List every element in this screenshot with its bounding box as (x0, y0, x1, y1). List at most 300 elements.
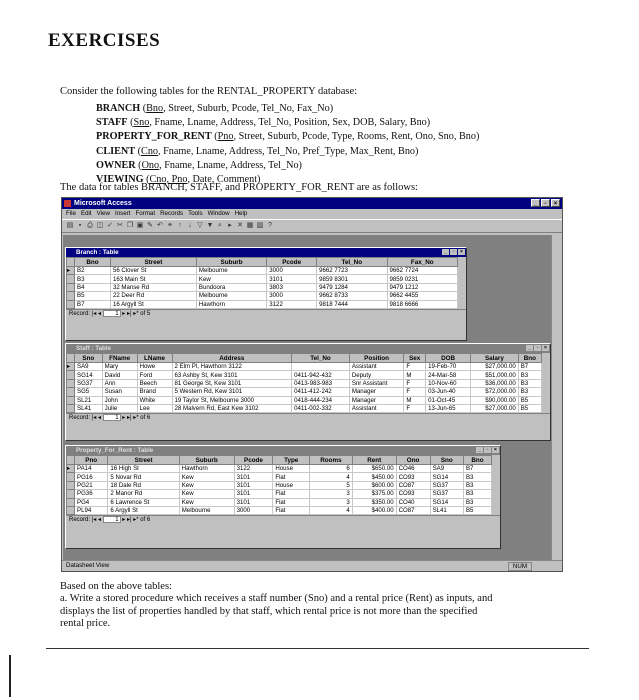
table-cell[interactable]: 163 Main St (110, 275, 196, 283)
divider (46, 648, 589, 649)
attribute-list: , Fname, Lname, Address, Tel_No, Pref_Type, Max_Rent, Bno) (158, 145, 419, 157)
table-cell[interactable]: B7 (518, 363, 541, 371)
copy-icon[interactable]: ❐ (126, 222, 134, 229)
table-cell[interactable]: $350.00 (352, 498, 396, 506)
schema-line: STAFF (Sno, Fname, Lname, Address, Tel_No, Position, Sex, DOB, Salary, Bno) (96, 117, 431, 129)
prev-record-button[interactable]: ◂ (97, 517, 101, 524)
row-selector[interactable] (67, 396, 75, 404)
column-header-lname[interactable]: LName (137, 354, 172, 363)
table-cell[interactable]: Melbourne (179, 506, 234, 514)
database-window-icon[interactable]: ▦ (246, 222, 254, 229)
staff-table-window[interactable] (65, 343, 551, 441)
table-cell[interactable]: B5 (518, 396, 541, 404)
table-cell[interactable]: B5 (75, 292, 111, 300)
table-cell[interactable]: 0418-444-234 (292, 396, 350, 404)
table-cell[interactable]: SG37 (75, 379, 103, 387)
table-cell[interactable]: Brand (137, 388, 172, 396)
table-cell[interactable] (292, 363, 350, 371)
table-cell[interactable]: 9662 8733 (317, 292, 387, 300)
table-cell[interactable]: Manager (349, 388, 404, 396)
first-record-button[interactable]: |◂ (91, 517, 97, 524)
table-cell[interactable]: CO46 (396, 465, 430, 473)
table-cell[interactable]: 6 Lawrence St (108, 498, 179, 506)
table-cell[interactable]: B7 (75, 300, 111, 308)
table-cell[interactable]: Kew (196, 275, 266, 283)
table-cell[interactable]: 9662 4455 (387, 292, 457, 300)
table-row[interactable] (67, 506, 492, 514)
table-cell[interactable]: F (404, 363, 426, 371)
table-cell[interactable]: $650.00 (352, 465, 396, 473)
column-header-ono[interactable]: Ono (396, 456, 430, 465)
minimize-icon[interactable]: _ (526, 345, 533, 351)
table-cell[interactable]: Mary (102, 363, 137, 371)
table-cell[interactable]: B3 (518, 379, 541, 387)
row-selector-header (67, 456, 75, 465)
row-selector[interactable] (67, 292, 75, 300)
table-cell[interactable]: 9818 7444 (317, 300, 387, 308)
minimize-icon[interactable]: _ (442, 249, 449, 255)
last-record-button[interactable]: ▸| (126, 415, 132, 422)
restore-icon[interactable]: ▫ (534, 345, 541, 351)
close-icon[interactable]: × (551, 199, 560, 207)
spell-icon[interactable]: ✓ (107, 222, 113, 229)
record-number-input[interactable]: 1 (103, 414, 121, 421)
table-row[interactable] (67, 388, 542, 396)
close-icon[interactable]: × (542, 345, 549, 351)
table-cell[interactable]: SL41 (75, 404, 103, 412)
row-selector[interactable] (67, 481, 75, 489)
row-selector[interactable] (67, 498, 75, 506)
table-cell[interactable]: 3101 (234, 490, 273, 498)
table-cell[interactable]: SG14 (430, 498, 463, 506)
row-selector-header (67, 354, 75, 363)
column-header-salary[interactable]: Salary (471, 354, 519, 363)
table-cell[interactable]: 3122 (267, 300, 317, 308)
menu-records[interactable]: Records (160, 210, 184, 217)
table-cell[interactable]: Snr Assistant (349, 379, 404, 387)
find-icon[interactable]: ⌕ (218, 222, 222, 229)
next-record-button[interactable]: ▸ (122, 415, 126, 422)
table-cell[interactable]: 2 Manor Rd (108, 490, 179, 498)
table-cell[interactable]: 13-Jun-65 (426, 404, 471, 412)
table-cell[interactable]: $600.00 (352, 481, 396, 489)
table-cell[interactable]: Melbourne (196, 267, 266, 275)
column-header-suburb[interactable]: Suburb (179, 456, 234, 465)
table-cell[interactable]: 3000 (234, 506, 273, 514)
column-header-type[interactable]: Type (273, 456, 310, 465)
table-cell[interactable]: Ford (137, 371, 172, 379)
table-cell[interactable]: CO87 (396, 481, 430, 489)
table-cell[interactable]: Hawthorn (196, 300, 266, 308)
attribute-list: , Fname, Lname, Address, Tel_No, Position, Sex, DOB, Salary, Bno) (149, 117, 431, 129)
table-cell[interactable]: CO93 (396, 490, 430, 498)
table-cell[interactable]: $90,000.00 (471, 396, 519, 404)
table-cell[interactable]: SA9 (75, 363, 103, 371)
table-cell[interactable]: 9479 1212 (387, 283, 457, 291)
table-cell[interactable]: $450.00 (352, 473, 396, 481)
table-cell[interactable]: PL94 (75, 506, 108, 514)
new-record-button[interactable]: ▸* (133, 311, 139, 318)
column-header-sex[interactable]: Sex (404, 354, 426, 363)
last-record-button[interactable]: ▸| (126, 311, 132, 318)
column-header-rooms[interactable]: Rooms (310, 456, 353, 465)
table-cell[interactable]: 0411-002-332 (292, 404, 350, 412)
menu-file[interactable]: File (66, 210, 76, 217)
prev-record-button[interactable]: ◂ (97, 311, 101, 318)
table-cell[interactable]: B3 (463, 481, 491, 489)
column-header-street[interactable]: Street (110, 258, 196, 267)
status-text: Datasheet View (66, 562, 110, 569)
table-cell[interactable]: Bundoora (196, 283, 266, 291)
row-selector[interactable] (67, 379, 75, 387)
prev-record-button[interactable]: ◂ (97, 415, 101, 422)
table-cell[interactable]: M (404, 396, 426, 404)
table-cell[interactable]: 32 Manse Rd (110, 283, 196, 291)
table-cell[interactable]: SL41 (430, 506, 463, 514)
table-cell[interactable]: $27,000.00 (471, 363, 519, 371)
table-cell[interactable]: B3 (463, 490, 491, 498)
table-cell[interactable]: Flat (273, 506, 310, 514)
table-cell[interactable]: $375.00 (352, 490, 396, 498)
table-cell[interactable]: Assistant (349, 363, 404, 371)
table-cell[interactable]: 19 Taylor St, Melbourne 3000 (172, 396, 292, 404)
table-cell[interactable]: 3 (310, 490, 353, 498)
table-cell[interactable]: 3803 (267, 283, 317, 291)
table-row[interactable] (67, 498, 492, 506)
save-icon[interactable]: ▪ (78, 222, 82, 229)
table-cell[interactable]: Deputy (349, 371, 404, 379)
column-header-street[interactable]: Street (108, 456, 179, 465)
new-record-icon[interactable]: ▸ (228, 222, 232, 229)
table-cell[interactable]: Melbourne (196, 292, 266, 300)
table-cell[interactable]: 9859 8301 (317, 275, 387, 283)
table-cell[interactable]: John (102, 396, 137, 404)
table-row[interactable] (67, 404, 542, 412)
table-cell[interactable]: 3101 (234, 473, 273, 481)
table-cell[interactable]: SG14 (75, 371, 103, 379)
relation-name: PROPERTY_FOR_RENT (96, 131, 212, 143)
property-grid (66, 455, 492, 515)
table-cell[interactable]: 0411-412-242 (292, 388, 350, 396)
table-cell[interactable]: 3 (310, 498, 353, 506)
table-cell[interactable]: CO93 (396, 473, 430, 481)
table-cell[interactable]: $36,000.00 (471, 379, 519, 387)
column-header-sno[interactable]: Sno (430, 456, 463, 465)
close-icon[interactable]: × (492, 447, 499, 453)
table-cell[interactable]: Manager (349, 396, 404, 404)
table-cell[interactable]: 3000 (267, 292, 317, 300)
table-cell[interactable]: Howe (137, 363, 172, 371)
next-record-button[interactable]: ▸ (122, 311, 126, 318)
row-selector[interactable]: ▸ (67, 267, 75, 275)
table-cell[interactable]: 5 Western Rd, Kew 3101 (172, 388, 292, 396)
view-icon[interactable]: ▤ (66, 222, 74, 229)
menu-tools[interactable]: Tools (188, 210, 203, 217)
column-header-fax-no[interactable]: Fax_No (387, 258, 457, 267)
column-header-bno[interactable]: Bno (75, 258, 111, 267)
table-cell[interactable]: PG4 (75, 498, 108, 506)
table-cell[interactable]: 4 (310, 506, 353, 514)
table-row[interactable] (67, 267, 458, 275)
help-icon[interactable]: ? (268, 222, 272, 229)
record-label: Record: (69, 311, 91, 318)
column-header-tel-no[interactable]: Tel_No (317, 258, 387, 267)
branch-table-window[interactable] (65, 247, 467, 341)
table-cell[interactable]: Kew (179, 481, 234, 489)
table-cell[interactable]: 5 Novar Rd (108, 473, 179, 481)
column-header-tel-no[interactable]: Tel_No (292, 354, 350, 363)
table-cell[interactable]: House (273, 481, 310, 489)
table-cell[interactable]: 5 (310, 481, 353, 489)
delete-record-icon[interactable]: ✕ (237, 222, 243, 229)
table-cell[interactable]: 9662 7724 (387, 267, 457, 275)
record-number-input[interactable]: 1 (103, 310, 121, 317)
row-selector[interactable] (67, 300, 75, 308)
last-record-button[interactable]: ▸| (126, 517, 132, 524)
table-cell[interactable]: 9662 7723 (317, 267, 387, 275)
table-row[interactable] (67, 283, 458, 291)
table-cell[interactable]: Assistant (349, 404, 404, 412)
first-record-button[interactable]: |◂ (91, 311, 97, 318)
table-cell[interactable]: 81 George St, Kew 3101 (172, 379, 292, 387)
table-row[interactable] (67, 396, 542, 404)
table-cell[interactable]: House (273, 465, 310, 473)
table-cell[interactable]: 6 (310, 465, 353, 473)
table-row[interactable] (67, 490, 492, 498)
new-object-icon[interactable]: ▧ (256, 222, 264, 229)
table-cell[interactable]: B3 (518, 388, 541, 396)
sort-desc-icon[interactable]: ↓ (188, 222, 192, 229)
table-cell[interactable]: $27,000.00 (471, 404, 519, 412)
schema-line: PROPERTY_FOR_RENT (Pno, Street, Suburb, Pcode, Type, Rooms, Rent, Ono, Sno, Bno) (96, 131, 480, 143)
column-header-suburb[interactable]: Suburb (196, 258, 266, 267)
column-header-dob[interactable]: DOB (426, 354, 471, 363)
vertical-scrollbar[interactable] (551, 235, 562, 560)
property-table-window[interactable] (65, 445, 501, 549)
table-cell[interactable]: 16 High St (108, 465, 179, 473)
table-cell[interactable]: 6 Argyll St (108, 506, 179, 514)
table-cell[interactable]: F (404, 388, 426, 396)
preview-icon[interactable]: ◫ (96, 222, 104, 229)
table-cell[interactable]: 9859 0231 (387, 275, 457, 283)
table-cell[interactable]: Lee (137, 404, 172, 412)
table-cell[interactable]: B5 (463, 506, 491, 514)
table-cell[interactable]: B7 (463, 465, 491, 473)
row-selector[interactable] (67, 506, 75, 514)
table-cell[interactable]: 03-Jun-40 (426, 388, 471, 396)
column-header-bno[interactable]: Bno (518, 354, 541, 363)
table-cell[interactable]: 28 Malvern Rd, East Kew 3102 (172, 404, 292, 412)
table-cell[interactable]: 2 Elm Pl, Hawthorn 3122 (172, 363, 292, 371)
table-cell[interactable]: SG5 (75, 388, 103, 396)
table-cell[interactable]: SG14 (430, 473, 463, 481)
menu-edit[interactable]: Edit (80, 210, 92, 217)
table-cell[interactable]: SG37 (430, 481, 463, 489)
column-header-pcode[interactable]: Pcode (234, 456, 273, 465)
table-cell[interactable]: SL21 (75, 396, 103, 404)
table-cell[interactable]: F (404, 404, 426, 412)
table-cell[interactable]: 9818 6666 (387, 300, 457, 308)
table-row[interactable] (67, 292, 458, 300)
table-row[interactable] (67, 481, 492, 489)
table-cell[interactable]: 3101 (267, 275, 317, 283)
menu-format[interactable]: Format (135, 210, 156, 217)
table-cell[interactable]: 56 Clover St (110, 267, 196, 275)
table-cell[interactable]: 19-Feb-70 (426, 363, 471, 371)
record-number-input[interactable]: 1 (103, 516, 121, 523)
apply-filter-icon[interactable]: ▼ (206, 222, 214, 229)
restore-icon[interactable]: ▫ (484, 447, 491, 453)
table-cell[interactable]: Susan (102, 388, 137, 396)
table-cell[interactable]: Kew (179, 498, 234, 506)
schema-list (96, 102, 479, 187)
column-header-bno[interactable]: Bno (463, 456, 491, 465)
relation-name: STAFF (96, 117, 128, 129)
table-cell[interactable]: Beech (137, 379, 172, 387)
sort-asc-icon[interactable]: ↑ (178, 222, 182, 229)
property-record-nav (66, 515, 500, 524)
table-row[interactable] (67, 473, 492, 481)
table-cell[interactable]: Kew (179, 473, 234, 481)
table-cell[interactable]: Julie (102, 404, 137, 412)
table-cell[interactable]: 4 (310, 473, 353, 481)
table-row[interactable] (67, 363, 542, 371)
row-selector[interactable] (67, 283, 75, 291)
table-cell[interactable]: 3000 (267, 267, 317, 275)
table-cell[interactable]: 16 Argyll St (110, 300, 196, 308)
table-cell[interactable]: PA14 (75, 465, 108, 473)
first-record-button[interactable]: |◂ (91, 415, 97, 422)
table-cell[interactable]: PG36 (75, 490, 108, 498)
table-cell[interactable]: B5 (518, 404, 541, 412)
row-selector[interactable] (67, 404, 75, 412)
row-selector[interactable] (67, 473, 75, 481)
print-icon[interactable]: ⎙ (87, 222, 93, 229)
table-row[interactable] (67, 300, 458, 308)
table-cell[interactable]: 3101 (234, 498, 273, 506)
table-cell[interactable]: B3 (518, 371, 541, 379)
hyperlink-icon[interactable]: ⚭ (167, 222, 173, 229)
table-cell[interactable]: Ann (102, 379, 137, 387)
restore-icon[interactable]: ▫ (541, 199, 550, 207)
menu-insert[interactable]: Insert (114, 210, 131, 217)
table-cell[interactable]: 3122 (234, 465, 273, 473)
table-cell[interactable]: F (404, 379, 426, 387)
table-cell[interactable]: PG16 (75, 473, 108, 481)
menu-view[interactable]: View (96, 210, 110, 217)
table-cell[interactable]: 18 Dale Rd (108, 481, 179, 489)
table-cell[interactable]: B3 (75, 275, 111, 283)
filter-icon[interactable]: ▽ (197, 222, 203, 229)
primary-key: Ono (141, 159, 160, 171)
table-cell[interactable]: 01-Oct-45 (426, 396, 471, 404)
table-row[interactable] (67, 379, 542, 387)
table-cell[interactable]: White (137, 396, 172, 404)
table-cell[interactable]: SA9 (430, 465, 463, 473)
table-row[interactable] (67, 275, 458, 283)
table-cell[interactable]: Hawthorn (179, 465, 234, 473)
table-cell[interactable]: Flat (273, 473, 310, 481)
table-cell[interactable]: 24-Mar-58 (426, 371, 471, 379)
new-record-button[interactable]: ▸* (133, 415, 139, 422)
table-cell[interactable]: $72,000.00 (471, 388, 519, 396)
paste-icon[interactable]: ▣ (136, 222, 144, 229)
restore-icon[interactable]: ▫ (450, 249, 457, 255)
row-selector[interactable]: ▸ (67, 465, 75, 473)
column-header-sno[interactable]: Sno (75, 354, 103, 363)
table-row[interactable] (67, 465, 492, 473)
minimize-icon[interactable]: _ (531, 199, 540, 207)
table-cell[interactable]: CO40 (396, 498, 430, 506)
table-row[interactable] (67, 371, 542, 379)
table-cell[interactable]: B4 (75, 283, 111, 291)
next-record-button[interactable]: ▸ (122, 517, 126, 524)
table-cell[interactable]: PG21 (75, 481, 108, 489)
column-header-pcode[interactable]: Pcode (267, 258, 317, 267)
format-painter-icon[interactable]: ✎ (147, 222, 153, 229)
table-cell[interactable]: 9479 1284 (317, 283, 387, 291)
record-label: Record: (69, 517, 91, 524)
table-cell[interactable]: 0411-942-432 (292, 371, 350, 379)
table-cell[interactable]: Kew (179, 490, 234, 498)
primary-key: Bno (146, 103, 164, 114)
table-cell[interactable]: 22 Deer Rd (110, 292, 196, 300)
table-cell[interactable]: 0413-983-983 (292, 379, 350, 387)
table-cell[interactable]: CO87 (396, 506, 430, 514)
column-header-rent[interactable]: Rent (352, 456, 396, 465)
table-cell[interactable]: $400.00 (352, 506, 396, 514)
table-cell[interactable]: B2 (75, 267, 111, 275)
row-selector[interactable] (67, 490, 75, 498)
row-selector[interactable]: ▸ (67, 363, 75, 371)
row-selector[interactable] (67, 371, 75, 379)
table-cell[interactable]: B3 (463, 498, 491, 506)
row-selector[interactable] (67, 388, 75, 396)
schema-line: VIEWING (Cno, Pno, Date, Comment) (96, 174, 261, 186)
table-cell[interactable]: $51,000.00 (471, 371, 519, 379)
close-icon[interactable]: × (458, 249, 465, 255)
status-bar (62, 560, 562, 571)
column-header-address[interactable]: Address (172, 354, 292, 363)
table-cell[interactable]: Flat (273, 490, 310, 498)
mdi-area (63, 235, 551, 560)
new-record-button[interactable]: ▸* (133, 517, 139, 524)
table-cell[interactable]: Flat (273, 498, 310, 506)
relation-name: VIEWING (96, 174, 144, 186)
table-cell[interactable]: M (404, 371, 426, 379)
table-cell[interactable]: 63 Ashby St, Kew 3101 (172, 371, 292, 379)
column-header-fname[interactable]: FName (102, 354, 137, 363)
row-selector[interactable] (67, 275, 75, 283)
header-row (67, 354, 542, 363)
table-cell[interactable]: 10-Nov-60 (426, 379, 471, 387)
table-cell[interactable]: SG37 (430, 490, 463, 498)
table-cell[interactable]: B3 (463, 473, 491, 481)
table-cell[interactable]: 3101 (234, 481, 273, 489)
staff-titlebar (66, 344, 550, 353)
column-header-position[interactable]: Position (349, 354, 404, 363)
menu-help[interactable]: Help (234, 210, 248, 217)
column-header-pno[interactable]: Pno (75, 456, 108, 465)
minimize-icon[interactable]: _ (476, 447, 483, 453)
record-count: of 6 (140, 415, 151, 422)
attribute-list: , Street, Suburb, Pcode, Tel_No, Fax_No) (163, 103, 334, 114)
menu-window[interactable]: Window (207, 210, 230, 217)
undo-icon[interactable]: ↶ (157, 222, 163, 229)
primary-key: Cno (141, 145, 159, 157)
table-cell[interactable]: David (102, 371, 137, 379)
cut-icon[interactable]: ✂ (117, 222, 123, 229)
